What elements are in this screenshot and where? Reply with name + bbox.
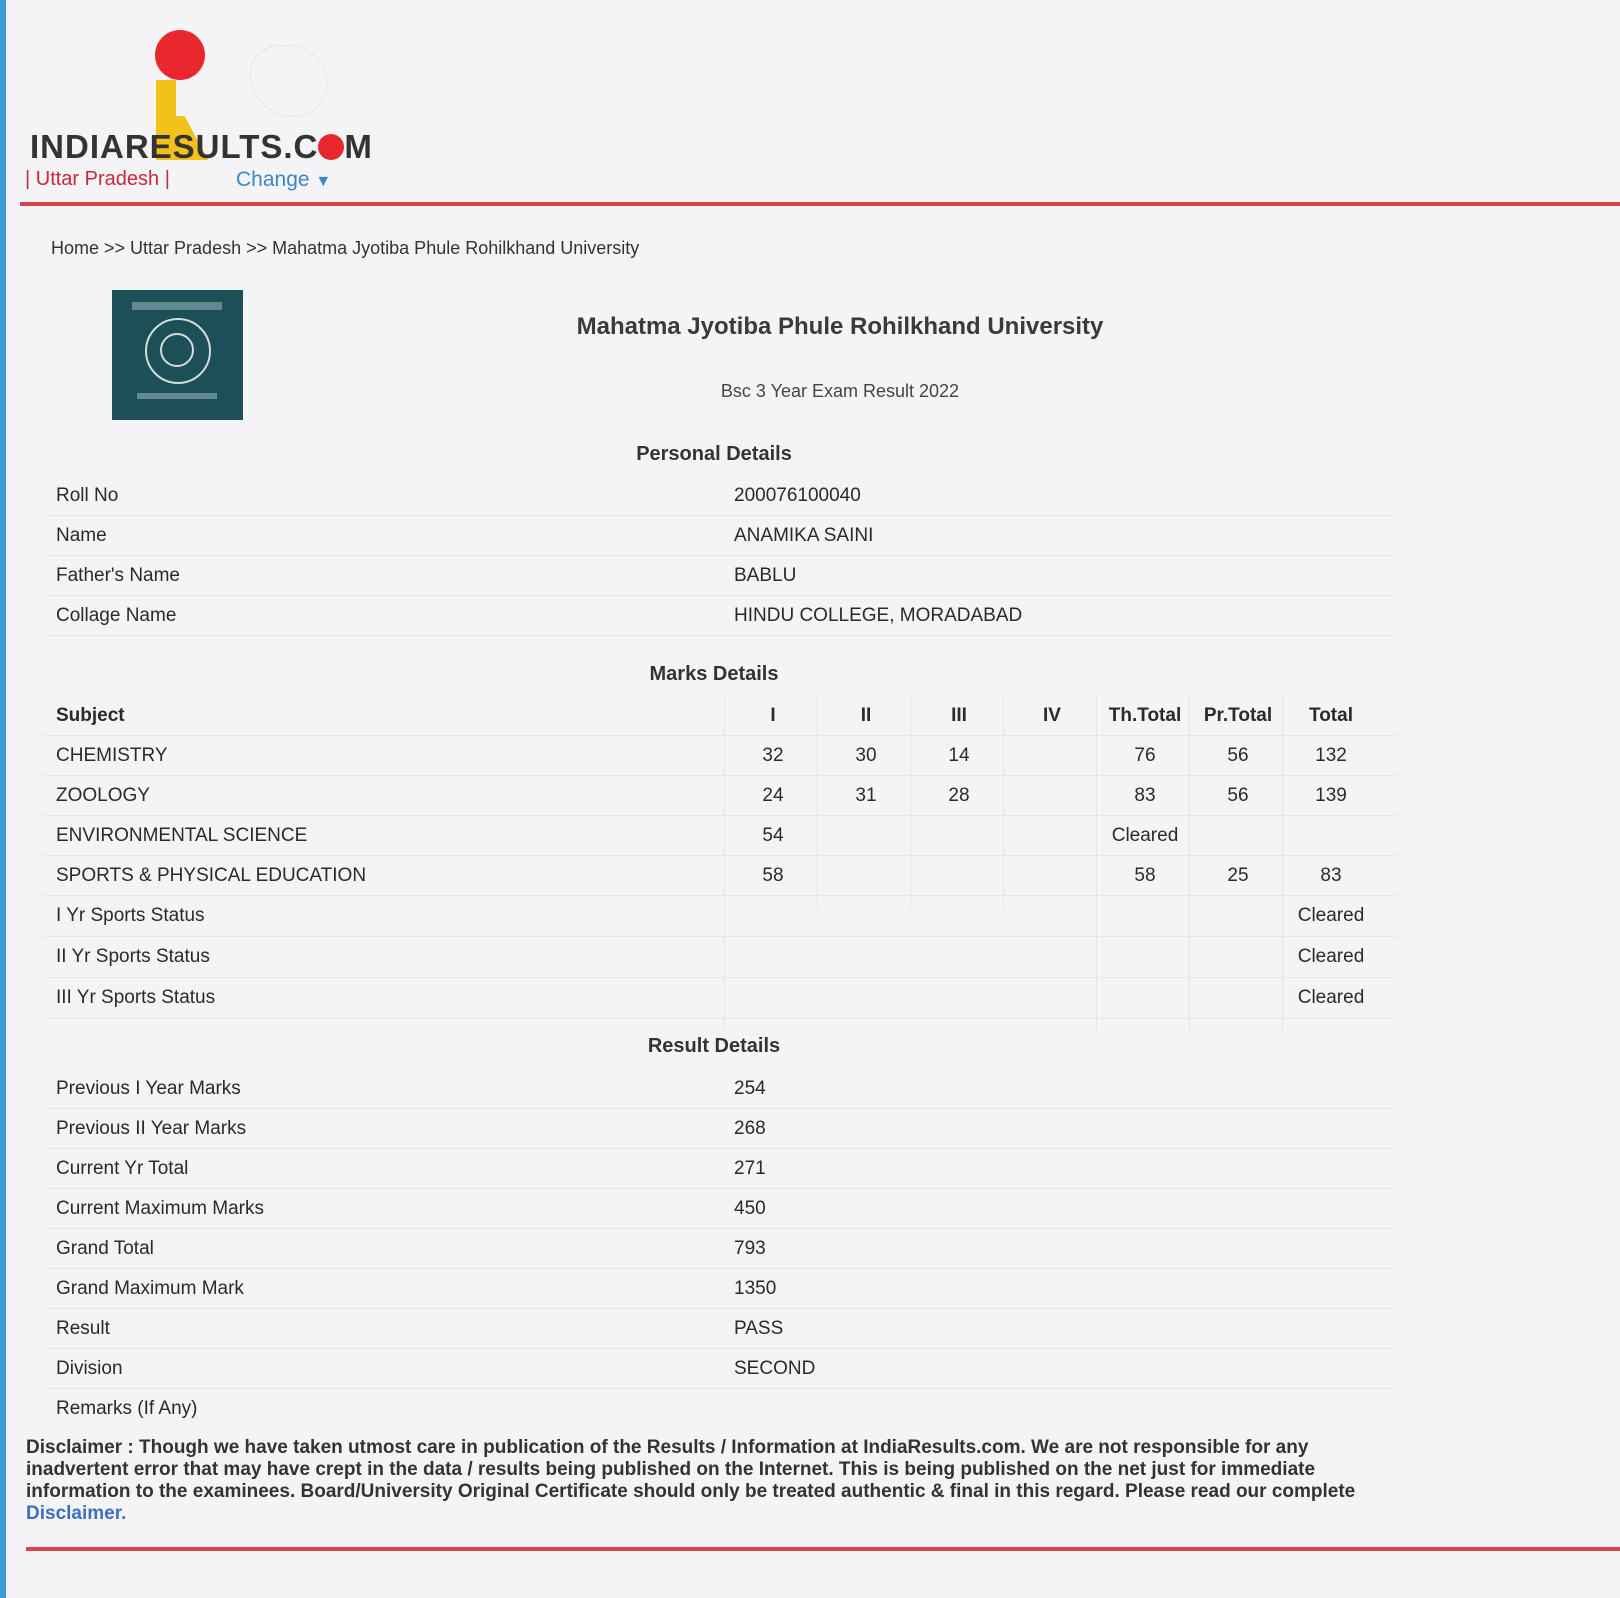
subject-cell: ZOOLOGY	[56, 785, 150, 806]
total-cell: 83	[1320, 865, 1342, 886]
field-value: ANAMIKA SAINI	[734, 525, 874, 546]
field-label: Father's Name	[56, 565, 181, 586]
result-row	[44, 1348, 1396, 1389]
marks-iii-cell: 14	[948, 745, 970, 766]
column-header-iv: IV	[1043, 705, 1061, 726]
field-value: BABLU	[734, 565, 797, 586]
table-row	[44, 895, 1396, 937]
field-value: PASS	[734, 1318, 784, 1339]
table-row	[44, 855, 1396, 896]
state-label: | Uttar Pradesh |	[25, 168, 170, 190]
result-panel	[44, 440, 1396, 1440]
table-row	[44, 735, 1396, 776]
university-title: Mahatma Jyotiba Phule Rohilkhand University	[576, 313, 1104, 340]
brand-o-dot	[318, 134, 344, 160]
subject-cell: ENVIRONMENTAL SCIENCE	[56, 825, 308, 846]
pr-total-cell: 56	[1227, 745, 1249, 766]
field-value: 200076100040	[734, 485, 861, 506]
total-cell: Cleared	[1297, 905, 1365, 926]
pr-total-cell: 25	[1227, 865, 1249, 886]
result-row	[44, 1068, 1396, 1109]
field-label: Name	[56, 525, 107, 546]
result-row	[44, 1388, 1396, 1428]
th-total-cell: 76	[1134, 745, 1156, 766]
seal-band-bottom	[137, 393, 217, 399]
field-value: HINDU COLLEGE, MORADABAD	[734, 605, 1023, 626]
field-label: Division	[56, 1358, 123, 1379]
field-label: Current Maximum Marks	[56, 1198, 264, 1219]
india-map-icon	[250, 45, 327, 117]
personal-row	[44, 515, 1396, 556]
exam-title: Bsc 3 Year Exam Result 2022	[720, 381, 960, 401]
personal-details-heading: Personal Details	[636, 443, 792, 465]
table-row	[44, 815, 1396, 856]
caret-down-icon: ▼	[315, 173, 332, 190]
seal-band-top	[132, 302, 222, 310]
field-label: Grand Total	[56, 1238, 154, 1259]
column-header-pr-total: Pr.Total	[1203, 705, 1273, 726]
column-header-iii: III	[951, 705, 967, 726]
th-total-cell: 58	[1134, 865, 1156, 886]
subject-cell: III Yr Sports Status	[56, 987, 216, 1008]
table-row	[44, 775, 1396, 816]
marks-iii-cell: 28	[948, 785, 970, 806]
change-state-link[interactable]	[236, 168, 331, 192]
field-label: Current Yr Total	[56, 1158, 189, 1179]
column-header-i: I	[770, 705, 776, 726]
marks-header-row	[44, 695, 1396, 736]
column-header-subject: Subject	[56, 705, 125, 726]
column-header-total: Total	[1309, 705, 1353, 726]
total-cell: 132	[1315, 745, 1347, 766]
marks-i-cell: 24	[762, 785, 784, 806]
field-label: Collage Name	[56, 605, 177, 626]
field-value: 450	[734, 1198, 766, 1219]
field-label: Previous I Year Marks	[56, 1078, 241, 1099]
field-value: 271	[734, 1158, 766, 1179]
marks-i-cell: 32	[762, 745, 784, 766]
field-label: Grand Maximum Mark	[56, 1278, 244, 1299]
subject-cell: CHEMISTRY	[56, 745, 168, 766]
result-row	[44, 1148, 1396, 1189]
field-label: Roll No	[56, 485, 119, 506]
disclaimer	[26, 1437, 1416, 1525]
result-row	[44, 1108, 1396, 1149]
change-label: Change	[236, 168, 310, 191]
subject-cell: II Yr Sports Status	[56, 946, 210, 967]
total-cell: 139	[1315, 785, 1347, 806]
pr-total-cell: 56	[1227, 785, 1249, 806]
result-row	[44, 1188, 1396, 1229]
brand-text-1: INDIARESULTS.C	[30, 128, 319, 165]
field-value: 793	[734, 1238, 766, 1259]
personal-row	[44, 475, 1396, 516]
disclaimer-link[interactable]: Disclaimer.	[26, 1503, 127, 1524]
table-row	[44, 936, 1396, 978]
result-row	[44, 1308, 1396, 1349]
personal-row	[44, 595, 1396, 636]
site-brand[interactable]	[30, 128, 373, 166]
marks-i-cell: 58	[762, 865, 784, 886]
field-value: SECOND	[734, 1358, 816, 1379]
logo-dot	[155, 30, 205, 80]
field-value: 268	[734, 1118, 766, 1139]
field-value: 1350	[734, 1278, 777, 1299]
footer-divider	[26, 1547, 1620, 1551]
page-edge	[0, 0, 6, 1598]
brand-text-2: M	[344, 128, 373, 165]
header-divider	[20, 202, 1620, 206]
disclaimer-text: Disclaimer : Though we have taken utmost care in publication of the Results / Information at IndiaResults.com. We are not responsible for any inadvertent error that may have crept in the data / results being published on the Internet. This is being published on the net just for immediate information to the examinees. Board/University Original Certificate should only be treated authentic & final in this regard. Please read our complete	[26, 1437, 1356, 1502]
field-value: 254	[734, 1078, 766, 1099]
seal-inner	[160, 333, 194, 367]
total-cell: Cleared	[1297, 946, 1365, 967]
total-cell: Cleared	[1297, 987, 1365, 1008]
subject-cell: SPORTS & PHYSICAL EDUCATION	[56, 865, 367, 886]
indiaresults-logo-icon[interactable]	[150, 30, 210, 135]
field-label: Remarks (If Any)	[56, 1398, 198, 1419]
result-row	[44, 1228, 1396, 1269]
column-header-th-total: Th.Total	[1108, 705, 1182, 726]
breadcrumb[interactable]: Home >> Uttar Pradesh >> Mahatma Jyotiba Phule Rohilkhand University	[51, 238, 640, 258]
th-total-cell: Cleared	[1111, 825, 1179, 846]
table-row	[44, 977, 1396, 1019]
subject-cell: I Yr Sports Status	[56, 905, 205, 926]
personal-row	[44, 555, 1396, 596]
result-details-heading: Result Details	[647, 1035, 781, 1057]
university-seal-icon	[112, 290, 243, 420]
field-label: Previous II Year Marks	[56, 1118, 247, 1139]
column-header-ii: II	[860, 705, 872, 726]
marks-ii-cell: 31	[855, 785, 877, 806]
marks-i-cell: 54	[762, 825, 784, 846]
result-row	[44, 1268, 1396, 1309]
marks-ii-cell: 30	[855, 745, 877, 766]
marks-details-heading: Marks Details	[649, 663, 779, 685]
th-total-cell: 83	[1134, 785, 1156, 806]
field-label: Result	[56, 1318, 110, 1339]
